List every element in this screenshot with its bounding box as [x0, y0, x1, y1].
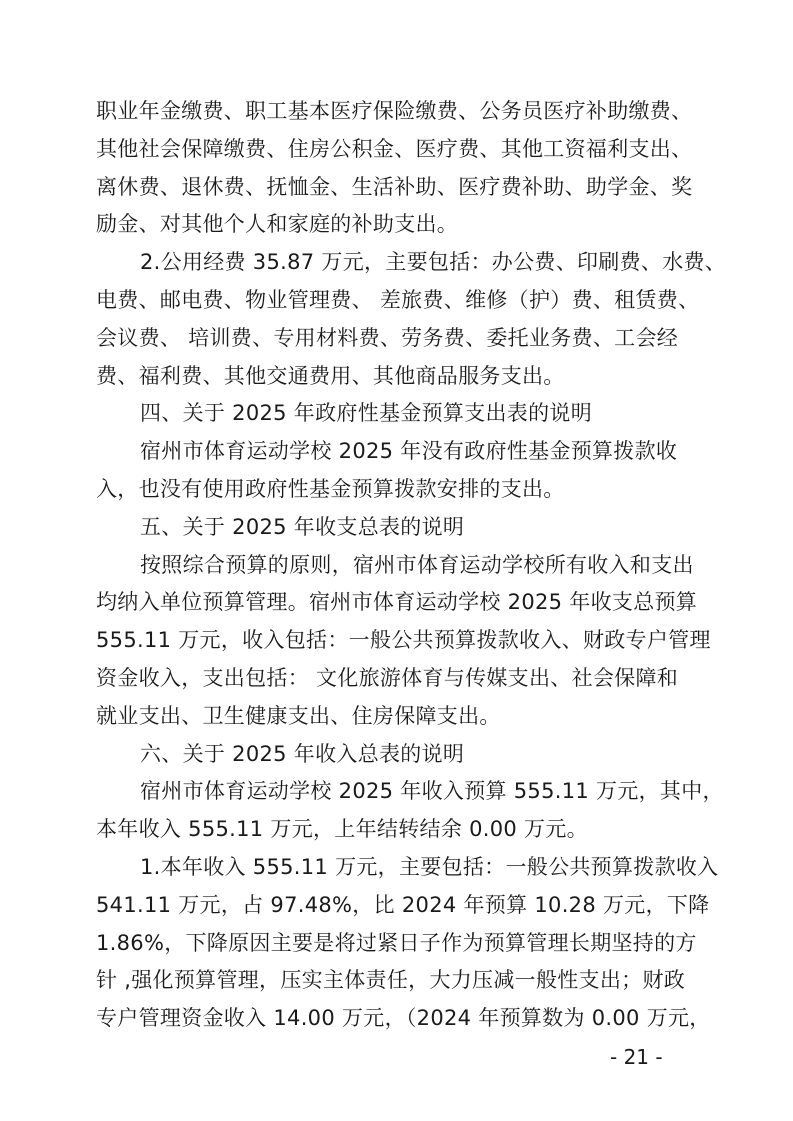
page-number: - 21 - [610, 1045, 663, 1069]
text-line: 宿州市体育运动学校 2025 年没有政府性基金预算拨款收 [140, 439, 678, 464]
text-line: 本年收入 555.11 万元，上年结转结余 0.00 万元。 [96, 817, 588, 842]
text-line: 1.86%，下降原因主要是将过紧日子作为预算管理长期坚持的方 [96, 930, 697, 955]
text-line: 电费、邮电费、物业管理费、 差旅费、维修（护）费、租赁费、 [96, 287, 700, 312]
text-line: 其他社会保障缴费、住房公积金、医疗费、其他工资福利支出、 [96, 136, 693, 161]
section-heading: 四、关于 2025 年政府性基金预算支出表的说明 [140, 401, 592, 426]
text-line: 就业支出、卫生健康支出、住房保障支出。 [96, 703, 501, 728]
text-line: 资金收入，支出包括： 文化旅游体育与传媒支出、社会保障和 [96, 665, 679, 690]
text-line: 离休费、退休费、抚恤金、生活补助、医疗费补助、助学金、奖 [96, 174, 693, 199]
section-heading: 六、关于 2025 年收入总表的说明 [140, 741, 465, 766]
text-line: 2.公用经费 35.87 万元，主要包括：办公费、印刷费、水费、 [140, 250, 727, 275]
text-line: 宿州市体育运动学校 2025 年收入预算 555.11 万元，其中， [140, 779, 724, 804]
section-heading: 五、关于 2025 年收支总表的说明 [140, 514, 465, 539]
text-line: 入，也没有使用政府性基金预算拨款安排的支出。 [96, 476, 565, 501]
text-line: 555.11 万元，收入包括：一般公共预算拨款收入、财政专户管理 [96, 628, 711, 653]
text-line: 励金、对其他个人和家庭的补助支出。 [96, 212, 459, 237]
text-line: 费、福利费、其他交通费用、其他商品服务支出。 [96, 363, 565, 388]
text-line: 1.本年收入 555.11 万元，主要包括：一般公共预算拨款收入 [140, 854, 719, 879]
text-line: 会议费、 培训费、专用材料费、劳务费、委托业务费、工会经 [96, 325, 679, 350]
text-line: 针 ,强化预算管理，压实主体责任，大力压减一般性支出；财政 [96, 968, 686, 993]
text-line: 专户管理资金收入 14.00 万元，（2024 年预算数为 0.00 万元， [96, 1006, 711, 1031]
body-text [96, 93, 727, 1038]
text-line: 均纳入单位预算管理。宿州市体育运动学校 2025 年收支总预算 [96, 590, 698, 615]
text-line: 541.11 万元，占 97.48%，比 2024 年预算 10.28 万元，下降 [96, 892, 710, 917]
text-line: 按照综合预算的原则，宿州市体育运动学校所有收入和支出 [140, 552, 694, 577]
text-line: 职业年金缴费、职工基本医疗保险缴费、公务员医疗补助缴费、 [96, 99, 693, 123]
